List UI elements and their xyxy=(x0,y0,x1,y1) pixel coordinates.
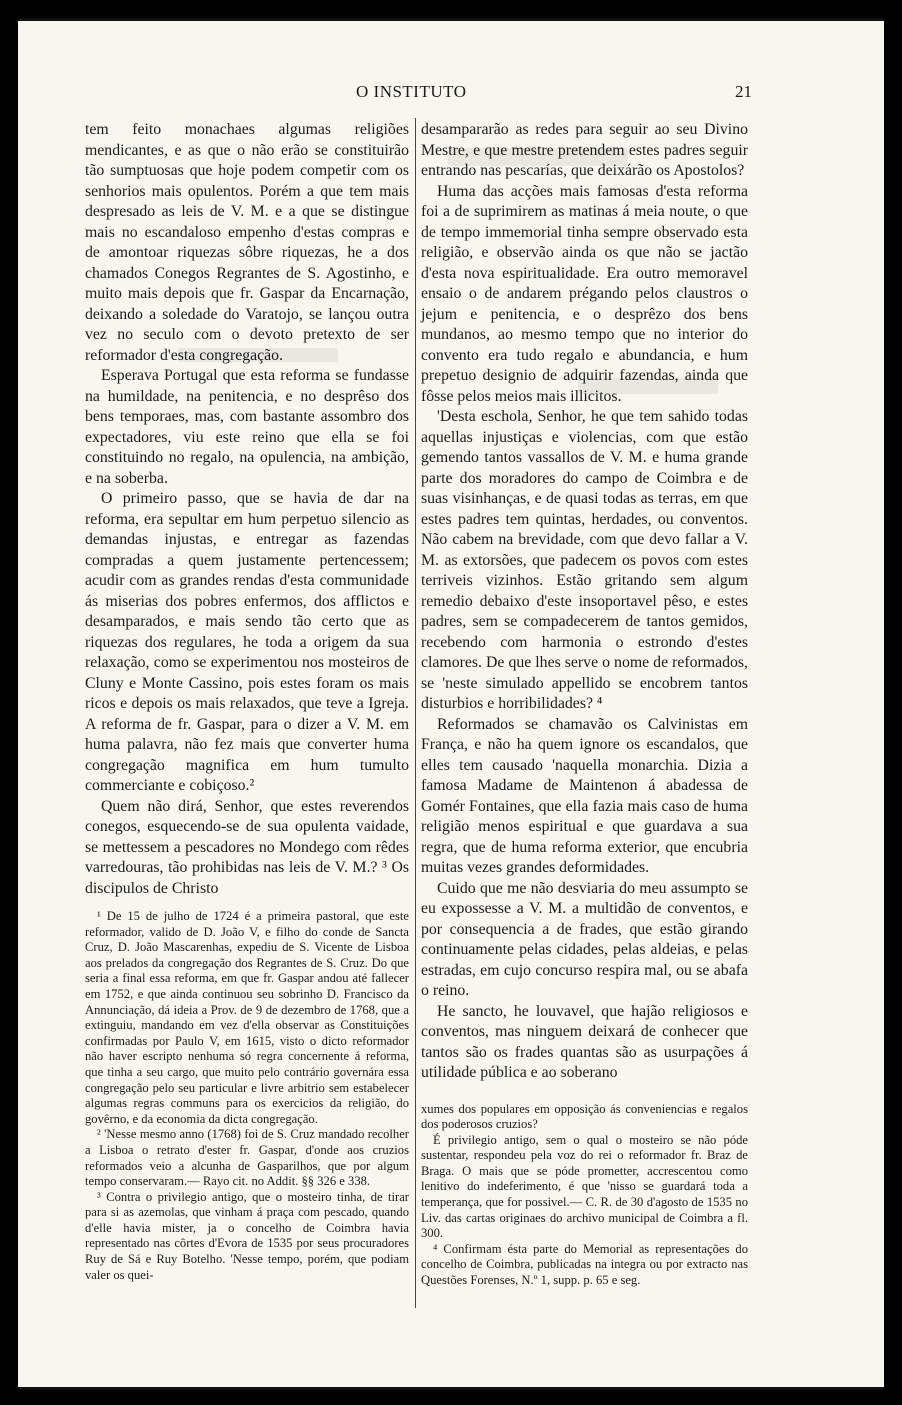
scan-edge-top xyxy=(18,18,884,21)
footnote-continuation: É privilegio antigo, sem o qual o mosteiro se não póde sustentar, respondeu pela voz do rei o reformador fr. Braz de Braga. O mais que se póde prometter, accrescentou como lenitivo do indeferimento, é que 'nisso se guardará toda a temperança, que for possivel.— C. R. de 30 d'agosto de 1535 no Liv. das cartas originaes do archivo municipal de Coimbra a fl. 300. xyxy=(421,1132,748,1241)
footnote: ¹ De 15 de julho de 1724 é a primeira pastoral, que este reformador, valido de D. João V, e filho do conde de Sancta Cruz, D. João Mascarenhas, expediu de S. Vicente de Lisboa aos prelados da congregação dos Regrantes de S. Cruz. Do que seria a final essa reforma, em que fr. Gaspar andou até fallecer em 1752, e que ainda continuou seu sobrinho D. Francisco da Annunciação, dá ideia a Prov. de 9 de dezembro de 1768, que a extinguiu, mandando em vez d'ella observar as Constituições confirmadas por Paulo V, em 1615, visto o dicto reformador não haver escripto nenhuma só regra concernente á reforma, que tinha a seu cargo, que muito pelo contrário governára essa congregação pelo seu particular e livre arbitrio sem estabelecer algumas regras communs para os exercicios da religião, do govêrno, e da economia da dicta congregação. xyxy=(85,909,409,1126)
body-paragraph: Esperava Portugal que esta reforma se fundasse na humildade, na penitencia, e no desprêso dos bens temporaes, mas, com bastante assombro dos expectadores, viu este reino que ella se foi constituindo no regalo, na opulencia, na ambição, e na soberba. xyxy=(85,367,409,487)
body-paragraph: He sancto, he louvavel, que hajão religiosos e conventos, mas ninguem deixará de conhecer que tantos são os frades quantas são as usurpações á utilidade pública e ao soberano xyxy=(421,1002,748,1081)
body-paragraph: Quem não dirá, Senhor, que estes reverendos conegos, esquecendo-se de sua opulenta vaidade, se mettessem a pescadores no Mondego com rêdes varredouras, tão prohibidas nas leis de V. M.? ³ Os discipulos de Christo xyxy=(85,797,409,897)
right-column xyxy=(421,120,748,1289)
body-paragraph: tem feito monachaes algumas religiões mendicantes, e as que o não erão se constituirão tão sumptuosas que hoje podem competir com os senhorios mais opulentos. Porém a que tem mais despresado as leis de V. M. e a que se distingue mais no escandaloso empenho d'estas compras e de amontoar riquezas sôbre riquezas, he a dos chamados Conegos Regrantes de S. Agostinho, e muito mais depois que fr. Gaspar da Encarnação, deixando a soledade do Varatojo, se lançou outra vez no seculo com o devoto pretexto de ser reformador d'esta congregação. xyxy=(85,121,409,364)
body-paragraph: O primeiro passo, que se havia de dar na reforma, era sepultar em hum perpetuo silencio as demandas injustas, e entregar as fazendas compradas a quem justamente pertencessem; acudir com as grandes rendas d'esta communidade ás miserias dos pobres enfermos, dos afflictos e desamparados, e mais sendo tão certo que as riquezas dos regulares, he toda a origem da sua relaxação, como se experimentou nos mosteiros de Cluny e Monte Cassino, pois estes foram os mais ricos e depois os mais relaxados, que teve a Igreja. A reforma de fr. Gaspar, para o dizer a V. M. em huma palavra, não fez mais que converter huma congregação magnifica em hum tumulto commerciante e cobiçoso.² xyxy=(85,490,409,794)
scan-edge-bottom xyxy=(18,1387,884,1390)
running-header xyxy=(18,82,884,104)
book-page xyxy=(18,18,884,1390)
footnote: ² 'Nesse mesmo anno (1768) foi de S. Cruz mandado recolher a Lisboa o retrato d'ester fr. Gaspar, d'onde aos cruzios reformados veio a alcunha de Gasparilhos, que por algum tempo conservaram.— Rayo cit. no Addit. §§ 326 e 338. xyxy=(85,1127,409,1189)
column-divider xyxy=(415,118,416,1308)
left-column xyxy=(85,120,409,1283)
body-paragraph: 'Desta eschola, Senhor, he que tem sahido todas aquellas injustiças e violencias, com que estão gemendo tantos vassallos de V. M. e huma grande parte dos moradores do campo de Coimbra e de suas visinhanças, e de quasi todas as terras, em que estes padres tem quintas, herdades, ou conventos. Não cabem na brevidade, com que devo fallar a V. M. as extorsões, que padecem os povos com estes terriveis vizinhos. Estão gritando sem algum remedio debaixo d'este insoportavel pêso, e estes padres, sem se compadecerem de tantos gemidos, recebendo com harmonia o estrondo d'estes clamores. De que lhes serve o nome de reformados, se 'neste simulado appellido se encobrem tantos disturbios e horribilidades? ⁴ xyxy=(421,408,748,712)
footnote-continuation: xumes dos populares em opposição ás conveniencias e regalos dos poderosos cruzios? xyxy=(421,1101,748,1132)
footnote: ⁴ Confirmam ésta parte do Memorial as representações do concelho de Coimbra, publicadas na integra ou por extracto nas Questões Forenses, N.º 1, supp. p. 65 e seg. xyxy=(421,1241,748,1288)
body-paragraph: Reformados se chamavão os Calvinistas em França, e não ha quem ignore os escandalos, que elles tem causado 'naquella monarchia. Dizia a famosa Madame de Maintenon á abadessa de Gomér Fontaines, que ella fazia mais caso de huma religião menos espiritual e que guardava a sua regra, que de huma reforma exterior, que encubria muitas vezes grandes deformidades. xyxy=(421,715,748,876)
footnote: ³ Contra o privilegio antigo, que o mosteiro tinha, de tirar para si as azemolas, que vinham á praça com pescado, quando d'elle havia mister, ja o concelho de Coimbra havia representado nas côrtes d'Evora de 1535 por seus procuradores Ruy de Sá e Ruy Botelho. 'Nesse tempo, porém, que podiam valer os quei- xyxy=(85,1189,409,1282)
body-paragraph: Huma das acções mais famosas d'esta reforma foi a de suprimirem as matinas á meia noute, o que de tempo immemorial tinha sempre observado esta religião, e observão ainda os que não se jactão d'esta nova espiritualidade. Era outro memoravel ensaio o de andarem prégando pelos claustros o jejum e penitencia, e o desprêzo dos bens mundanos, ao mesmo tempo que no interior do convento era tudo regalo e abundancia, e hum prepetuo designio de adquirir fazendas, ainda que fôsse pelos meios mais illicitos. xyxy=(421,182,748,405)
page-number: 21 xyxy=(735,82,752,101)
body-paragraph: desampararão as redes para seguir ao seu Divino Mestre, e que mestre pretendem estes padres seguir entrando nas pescarías, que deixárão os Apostolos? xyxy=(421,121,748,179)
body-paragraph: Cuido que me não desviaria do meu assumpto se eu expossesse a V. M. a multidão de conventos, e por consequencia a de frades, que estão girando continuamente pelas cidades, pelas aldeias, e pelas estradas, em cujo concurso respira mal, ou se abafa o reino. xyxy=(421,879,748,999)
journal-title: O INSTITUTO xyxy=(356,82,467,101)
